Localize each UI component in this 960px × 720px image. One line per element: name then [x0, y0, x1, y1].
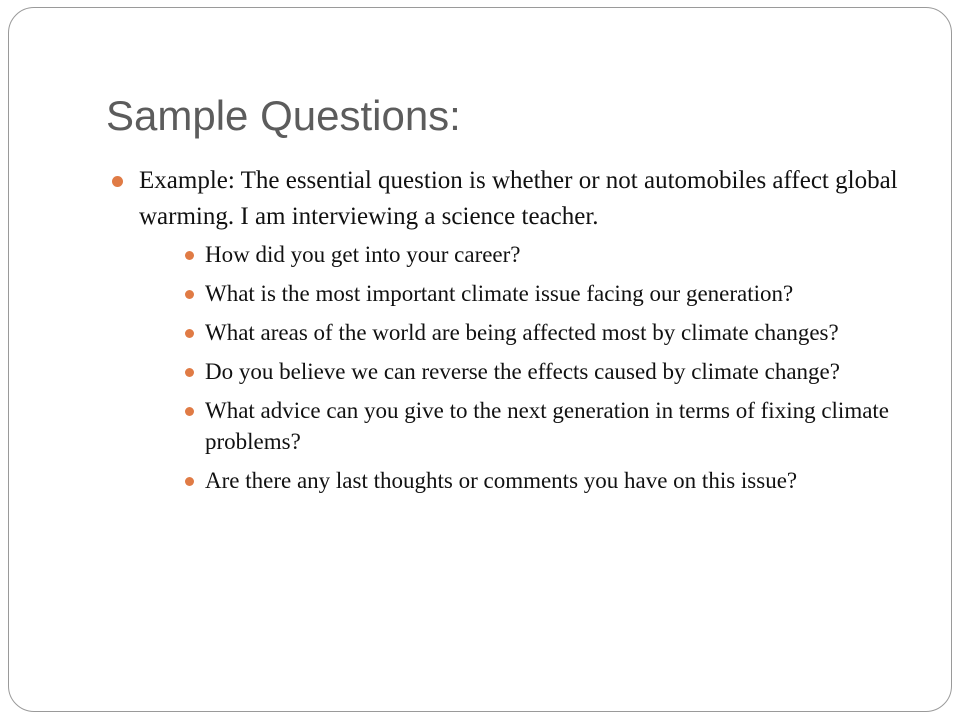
question-item: [139, 240, 906, 271]
question-text: Do you believe we can reverse the effects caused by climate change?: [205, 359, 840, 384]
question-item: [139, 279, 906, 310]
bullet-icon: [185, 329, 194, 338]
slide-title: Sample Questions:: [106, 92, 461, 139]
bullet-icon: [185, 290, 194, 299]
question-item: [139, 466, 906, 497]
question-text: What advice can you give to the next generation in terms of fixing climate problems?: [205, 398, 890, 454]
question-text: How did you get into your career?: [205, 242, 521, 267]
question-text: Are there any last thoughts or comments you have on this issue?: [205, 467, 798, 493]
slide-frame: [8, 7, 952, 712]
bullet-icon: [185, 368, 194, 377]
bullet-icon: [185, 407, 194, 416]
example-item: [106, 163, 906, 496]
question-text: What areas of the world are being affected most by climate changes?: [205, 320, 839, 345]
bullet-icon: [185, 477, 194, 486]
bullet-icon: [112, 176, 123, 187]
bullet-icon: [185, 251, 194, 260]
question-item: [139, 318, 906, 349]
bullet-list: [106, 163, 906, 505]
question-item: [139, 357, 906, 388]
question-item: [139, 396, 906, 457]
question-text: What is the most important climate issue facing our generation?: [205, 281, 794, 306]
question-list: [139, 240, 906, 496]
example-text: Example: The essential question is whether or not automobiles affect global warming. I am interviewing a science teacher.: [139, 167, 898, 230]
